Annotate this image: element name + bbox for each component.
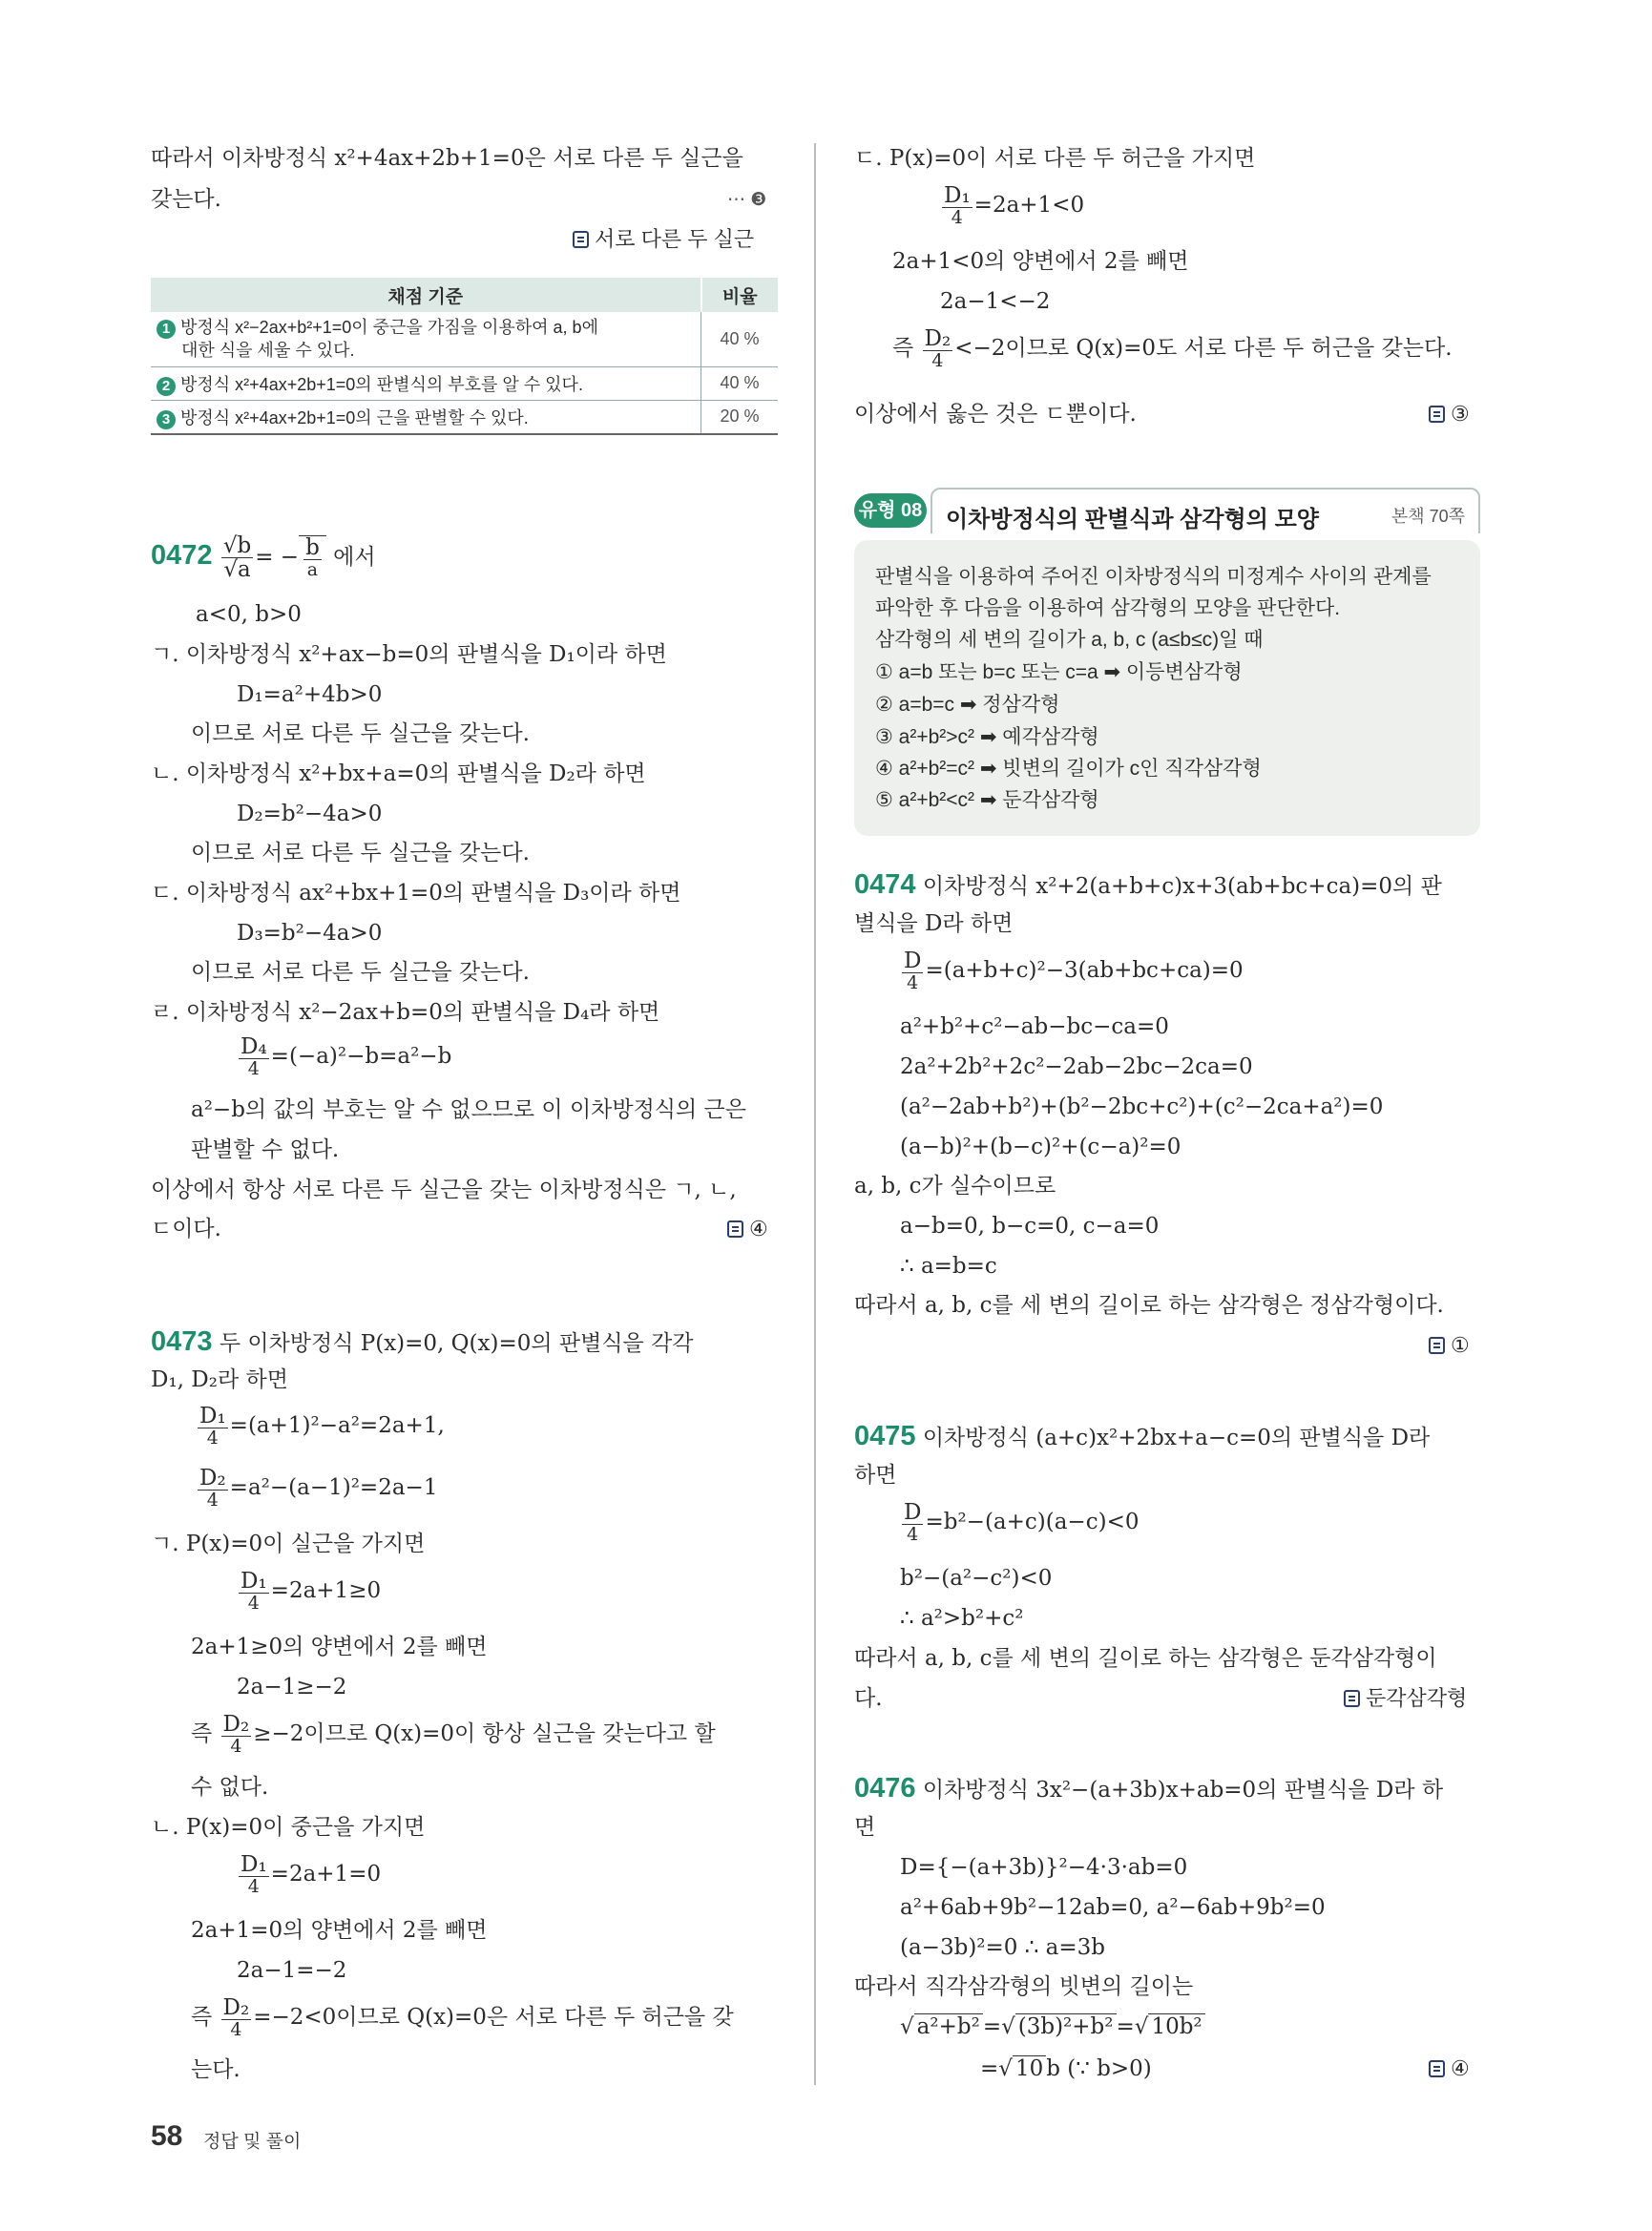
equation: $\frac{\text{D₁}}{4}$ =2a+1<0 [944, 183, 1085, 229]
text-line: ㄷ. P(x)=0이 서로 다른 두 허근을 가지면 [854, 146, 1256, 171]
summary-line: 파악한 후 다음을 이용하여 삼각형의 모양을 판단한다. [875, 597, 1341, 619]
step-marker: ⋯ ❸ [727, 190, 767, 210]
summary-line: ④ a²+b²=c² ➡ 빗변의 길이가 c인 직각삼각형 [875, 758, 1262, 780]
answer: ④ [727, 1219, 768, 1241]
equation: $\frac{D}{4}$ =b²−(a+c)(a−c)<0 [904, 1500, 1140, 1546]
problem-number: 0475 [854, 1421, 916, 1451]
summary-line: ① a=b 또는 b=c 또는 c=a ➡ 이등변삼각형 [875, 661, 1243, 683]
text-line: 따라서 a, b, c를 세 변의 길이로 하는 삼각형은 정삼각형이다. [854, 1293, 1444, 1318]
step-number: 1 [157, 320, 176, 339]
text-line: ㄱ. 이차방정식 x²+ax−b=0의 판별식을 D₁이라 하면 [151, 642, 667, 667]
problem-number: 0474 [854, 869, 916, 900]
answer-icon [727, 1220, 743, 1238]
summary-line: 판별식을 이용하여 주어진 이차방정식의 미정계수 사이의 관계를 [875, 566, 1432, 588]
equation: (a²−2ab+b²)+(b²−2bc+c²)+(c²−2ca+a²)=0 [900, 1095, 1384, 1119]
text-line: 판별할 수 없다. [191, 1137, 340, 1162]
equation: (a−3b)²=0 ∴ a=3b [900, 1935, 1106, 1960]
equation: 2a−1=−2 [237, 1958, 347, 1983]
equation: a²+6ab+9b²−12ab=0, a²−6ab+9b²=0 [900, 1895, 1326, 1920]
text-line: a, b, c가 실수이므로 [854, 1174, 1056, 1199]
text-line: 이상에서 항상 서로 다른 두 실근을 갖는 이차방정식은 ㄱ, ㄴ, [151, 1178, 737, 1202]
text-line: 즉 $\frac{\text{D₂}}{4}$ =−2<0이므로 Q(x)=0은 서로 다른 두 허근을 갖 [191, 1995, 734, 2041]
equation: 2a−1<−2 [940, 289, 1051, 314]
grading-text: 방정식 x²+4ax+2b+1=0의 근을 판별할 수 있다. [180, 407, 529, 427]
type-badge: 유형 08 [854, 493, 927, 528]
grading-row [151, 312, 778, 366]
text-line: 2a+1=0의 양변에서 2를 빼면 [191, 1918, 488, 1943]
equation: 2a−1≥−2 [237, 1675, 347, 1699]
text-line: 는다. [191, 2057, 240, 2082]
text-line: ㄱ. P(x)=0이 실근을 가지면 [151, 1532, 426, 1556]
grading-ratio: 40 % [701, 312, 779, 366]
text-line: 별식을 D라 하면 [854, 911, 1014, 936]
equation: $\frac{\text{D₁}}{4}$ =2a+1=0 [240, 1852, 382, 1898]
grading-text: 방정식 x²−2ax+b²+1=0이 중근을 가짐을 이용하여 a, b에 [180, 318, 598, 337]
grading-ratio: 40 % [701, 366, 779, 400]
equation: D₁=a²+4b>0 [237, 682, 383, 707]
summary-line: ② a=b=c ➡ 정삼각형 [875, 694, 1060, 716]
problem-0473-head: 0473 두 이차방정식 P(x)=0, Q(x)=0의 판별식을 각각 [151, 1326, 694, 1357]
equation: $\frac{\text{D₂}}{4}$ =a²−(a−1)²=2a−1 [199, 1466, 438, 1512]
text-line: 따라서 직각삼각형의 빗변의 길이는 [854, 1974, 1194, 1999]
problem-number: 0473 [151, 1326, 213, 1357]
text-line: ㄷ. 이차방정식 ax²+bx+1=0의 판별식을 D₃이라 하면 [151, 881, 681, 906]
equation: a²+b²+c²−ab−bc−ca=0 [900, 1014, 1169, 1039]
problem-0476-head: 0476 이차방정식 3x²−(a+3b)x+ab=0의 판별식을 D라 하 [854, 1773, 1444, 1804]
equation: ∴ a=b=c [900, 1254, 997, 1279]
intro-line-1: 따라서 이차방정식 x²+4ax+2b+1=0은 서로 다른 두 실근을 [151, 146, 743, 171]
equation: a−b=0, b−c=0, c−a=0 [900, 1214, 1160, 1239]
page-number: 58 [151, 2120, 183, 2152]
grading-table [151, 278, 778, 435]
answer-icon [573, 231, 589, 248]
text-line: 2a+1≥0의 양변에서 2를 빼면 [191, 1635, 488, 1659]
grading-header-ratio: 비율 [701, 278, 779, 312]
text-line: 즉 $\frac{\text{D₂}}{4}$ <−2이므로 Q(x)=0도 서로 다른 두 허근을 갖는다. [892, 326, 1453, 372]
equation: D₂=b²−4a>0 [237, 802, 383, 826]
grading-row [151, 400, 778, 434]
problem-0474-head: 0474 이차방정식 x²+2(a+b+c)x+3(ab+bc+ca)=0의 판 [854, 869, 1442, 900]
step-number: 2 [157, 377, 176, 396]
text-line: 따라서 a, b, c를 세 변의 길이로 하는 삼각형은 둔각삼각형이 [854, 1646, 1437, 1671]
text-line: 2a+1<0의 양변에서 2를 빼면 [892, 249, 1189, 274]
text-line: 하면 [854, 1463, 897, 1488]
problem-number: 0476 [854, 1773, 916, 1804]
text-line: a²−b의 값의 부호는 알 수 없으므로 이 이차방정식의 근은 [191, 1097, 746, 1122]
equation: (a−b)²+(b−c)²+(c−a)²=0 [900, 1135, 1181, 1159]
text-line: 수 없다. [191, 1775, 269, 1800]
answer: ③ [1429, 404, 1470, 426]
type-summary-box [854, 540, 1480, 836]
problem-number: 0472 [151, 540, 213, 572]
equation: D={−(a+3b)}²−4·3·ab=0 [900, 1855, 1188, 1880]
equation: $\frac{\text{D₁}}{4}$ =(a+1)²−a²=2a+1, [199, 1404, 445, 1449]
text-line: 다. [854, 1686, 883, 1711]
answer: 둔각삼각형 [1344, 1688, 1467, 1710]
problem-0472-head: 0472 $\frac{√b}{√a}$ = − $\frac{b}{a}$ 에서 [151, 533, 376, 583]
text-line: ㄷ이다. [151, 1217, 221, 1241]
answer-icon [1344, 1690, 1360, 1707]
equation: =√ 10 b (∵ b>0) [980, 2056, 1152, 2081]
grading-ratio: 20 % [701, 400, 779, 434]
text-line: 면 [854, 1815, 876, 1840]
equation: D₃=b²−4a>0 [237, 921, 383, 946]
text-line: 이므로 서로 다른 두 실근을 갖는다. [191, 841, 530, 865]
intro-answer: 서로 다른 두 실근 [573, 229, 754, 251]
column-divider [814, 143, 816, 2085]
equation: 2a²+2b²+2c²−2ab−2bc−2ca=0 [900, 1054, 1253, 1079]
equation: √ a²+b² =√ (3b)²+b² =√ 10b² [900, 2016, 1205, 2038]
page-footer-label: 정답 및 풀이 [203, 2132, 302, 2152]
answer: ① [1429, 1335, 1470, 1357]
answer-icon [1429, 1337, 1445, 1354]
text-line: D₁, D₂라 하면 [151, 1367, 288, 1392]
step-number: 3 [157, 410, 176, 429]
text-line: ㄴ. P(x)=0이 중근을 가지면 [151, 1815, 426, 1840]
text-line: ㄹ. 이차방정식 x²−2ax+b=0의 판별식을 D₄라 하면 [151, 1000, 660, 1025]
text-line: ㄴ. 이차방정식 x²+bx+a=0의 판별식을 D₂라 하면 [151, 761, 646, 786]
text-line: 이므로 서로 다른 두 실근을 갖는다. [191, 960, 530, 985]
text-line: a<0, b>0 [196, 602, 302, 627]
type-title: 이차방정식의 판별식과 삼각형의 모양 [946, 507, 1319, 532]
summary-line: ③ a²+b²>c² ➡ 예각삼각형 [875, 726, 1099, 748]
grading-text: 대한 식을 세울 수 있다. [181, 341, 355, 361]
answer-icon [1429, 406, 1445, 423]
type-header [854, 488, 1480, 533]
summary-line: ⑤ a²+b²<c² ➡ 둔각삼각형 [875, 789, 1099, 811]
equation: $\frac{D}{4}$ =(a+b+c)²−3(ab+bc+ca)=0 [904, 949, 1244, 994]
text-line: 이므로 서로 다른 두 실근을 갖는다. [191, 721, 530, 746]
type-page-ref: 본책 70쪽 [1391, 507, 1465, 526]
equation: ∴ a²>b²+c² [900, 1606, 1024, 1631]
grading-text: 방정식 x²+4ax+2b+1=0의 판별식의 부호를 알 수 있다. [180, 374, 583, 394]
equation: $\frac{\text{D₁}}{4}$ =2a+1≥0 [240, 1569, 382, 1615]
summary-line: 삼각형의 세 변의 길이가 a, b, c (a≤b≤c)일 때 [875, 629, 1264, 651]
grading-header-criteria: 채점 기준 [151, 278, 701, 312]
equation: $\frac{\text{D₄}}{4}$ =(−a)²−b=a²−b [240, 1034, 452, 1080]
text-line: 즉 $\frac{\text{D₂}}{4}$ ≥−2이므로 Q(x)=0이 항상 실근을 갖는다고 할 [191, 1712, 716, 1758]
equation: b²−(a²−c²)<0 [900, 1566, 1053, 1591]
intro-line-2: 갖는다. [151, 187, 221, 212]
answer: ④ [1429, 2058, 1470, 2080]
problem-0475-head: 0475 이차방정식 (a+c)x²+2bx+a−c=0의 판별식을 D라 [854, 1421, 1431, 1451]
text-line: 이상에서 옳은 것은 ㄷ뿐이다. [854, 402, 1137, 427]
answer-icon [1429, 2060, 1445, 2077]
grading-row [151, 366, 778, 400]
